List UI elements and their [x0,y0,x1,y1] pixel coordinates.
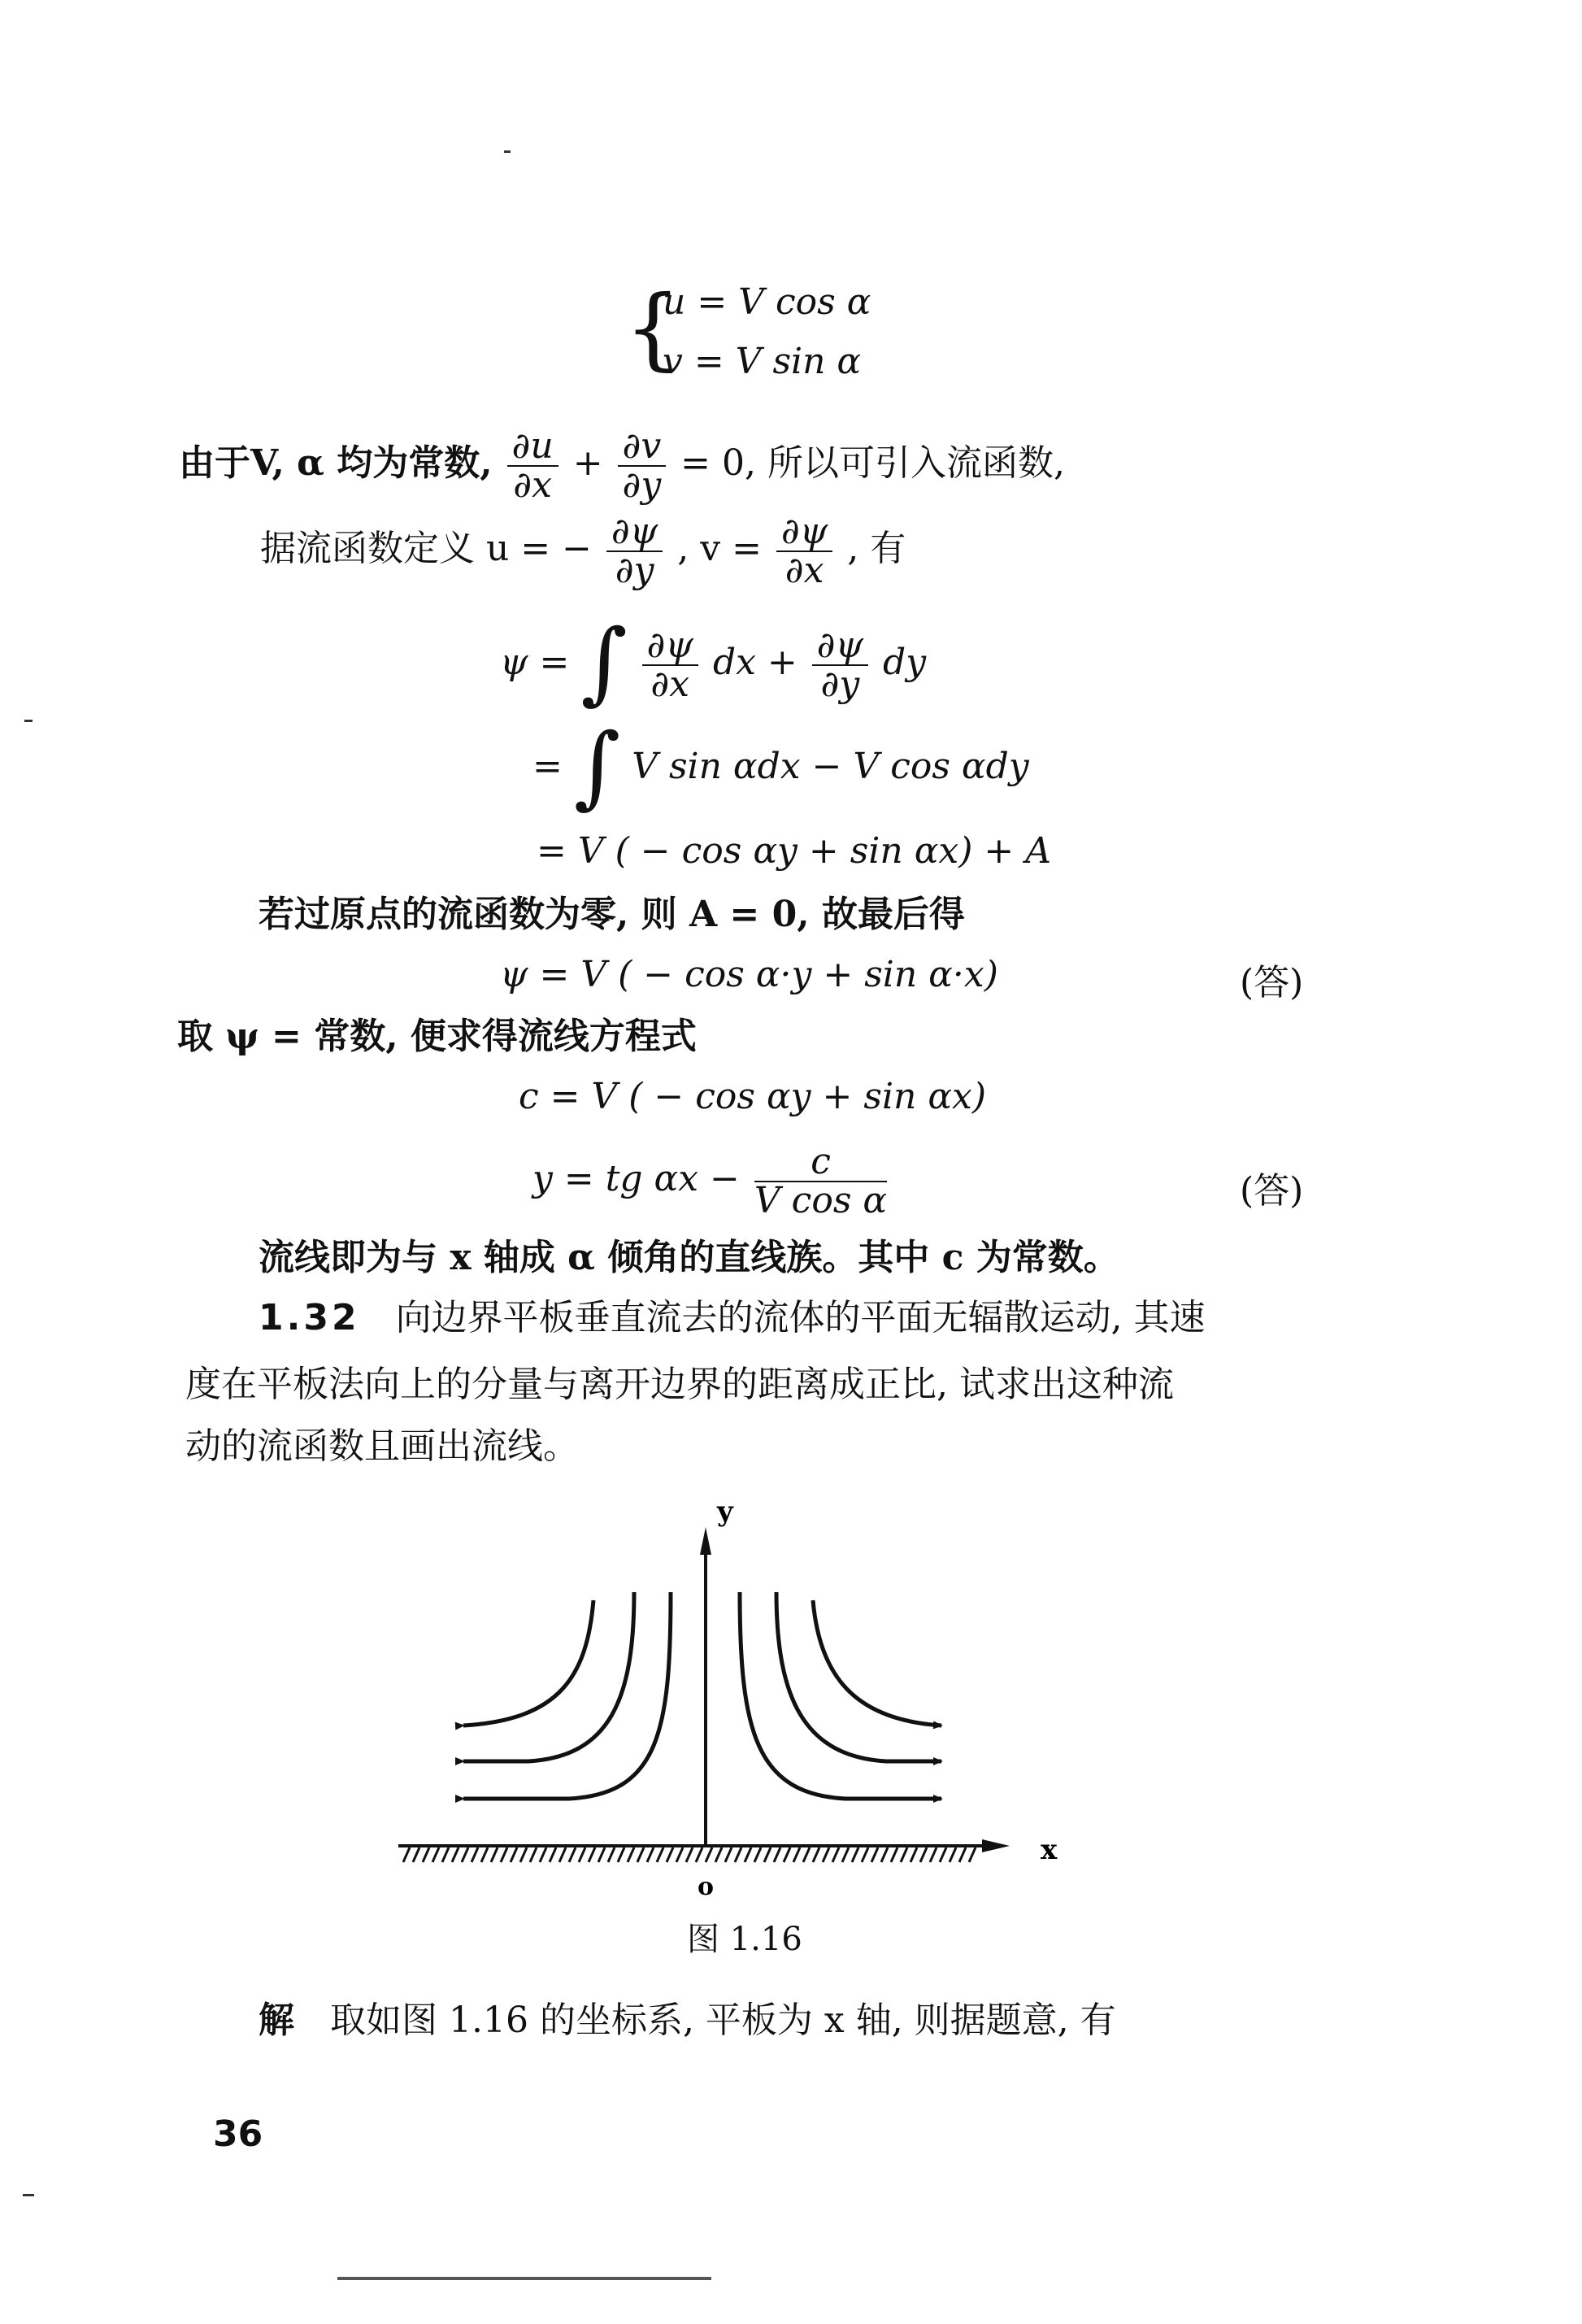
scan-speck [24,720,33,722]
y-axis-label: y [717,1495,733,1528]
system-line-1: u = V cos α [663,281,871,323]
origin-condition-line: 若过原点的流函数为零, 则 A = 0, 故最后得 [259,894,965,935]
line-family-statement: 流线即为与 x 轴成 α 倾角的直线族。其中 c 为常数。 [259,1237,1119,1278]
figure-caption: 图 1.16 [687,1921,802,1958]
system-line-2: v = V sin α [663,341,862,382]
stream-function-result: ψ = V ( − cos α·y + sin α·x) [500,954,998,995]
frac-du-dx: $\frac{\partial u}{\partial x}$ [507,428,558,504]
intro-prefix: 由于V, α 均为常数, [179,442,493,484]
answer-mark-2: (答) [1240,1170,1304,1212]
streamline-equation: c = V ( − cos αy + sin αx) [519,1076,987,1117]
integral-sign-2: ∫ [573,713,621,818]
eq1-end: dy [883,642,927,683]
problem-line-1 [259,1296,1206,1340]
figure-1-16 [398,1488,1097,1911]
frac-dpsi-dy: $\frac{\partial\psi}{\partial y}$ [606,513,663,590]
eq6-lhs: y = tg αx − [532,1158,740,1199]
streamline-left-outer [463,1600,593,1726]
integral-eq-1 [500,609,927,714]
eq2-lhs: = [532,746,563,787]
eq1-mid: dx + [712,642,798,683]
frac-dv-dy: $\frac{\partial v}{\partial y}$ [618,428,667,504]
frac-c-vcos: $\frac{c}{\text{V cos α}}$ [754,1140,888,1221]
integral-eq-3: = V ( − cos αy + sin αx) + A [537,830,1052,872]
definition-line [260,504,906,594]
streamline-right-outer [813,1600,941,1726]
def-suffix: , 有 [847,528,906,569]
system-brace: { [624,276,681,380]
constant-line: 取 ψ = 常数, 便求得流线方程式 [177,1016,697,1057]
page-number: 36 [213,2113,263,2155]
frac-dpsi-dy-2: $\frac{\partial\psi}{\partial y}$ [812,627,868,703]
frac-dpsi-dx-2: $\frac{\partial\psi}{\partial x}$ [642,627,698,703]
def-prefix: 据流函数定义 u = − [260,528,593,569]
problem-text-1: 向边界平板垂直流去的流体的平面无辐散运动, 其速 [395,1297,1206,1338]
def-mid: , v = [677,528,762,569]
streamline-left-inner [463,1592,671,1799]
plate-hatching [403,1847,976,1862]
scan-speck [504,150,511,153]
problem-number: 1.32 [259,1297,360,1338]
streamline-right-inner [740,1592,941,1799]
integral-sign-1: ∫ [580,609,628,714]
solution-label: 解 [259,2000,294,2041]
eq2-body: V sin αdx − V cos αdy [632,746,1029,787]
intro-plus: + [572,442,603,484]
streamline-solved [532,1134,890,1224]
solution-text: 取如图 1.16 的坐标系, 平板为 x 轴, 则据题意, 有 [330,2000,1116,2041]
problem-line-2: 度在平板法向上的分量与离开边界的距离成正比, 试求出这种流 [185,1364,1174,1405]
eq1-lhs: ψ = [500,642,570,683]
intro-suffix: = 0, 所以可引入流函数, [680,442,1065,484]
intro-line [179,419,1065,508]
streamline-left-middle [463,1592,634,1761]
problem-line-3: 动的流函数且画出流线。 [185,1425,579,1467]
x-axis-label: x [1041,1834,1058,1866]
answer-mark-1: (答) [1240,962,1304,1003]
solution-line [259,1999,1116,2043]
scan-speck [23,2194,34,2196]
scan-speck [337,2277,711,2280]
frac-dpsi-dx: $\frac{\partial\psi}{\partial x}$ [776,513,832,590]
integral-eq-2 [532,713,1029,818]
origin-label: o [698,1873,715,1901]
streamline-right-middle [776,1592,941,1761]
